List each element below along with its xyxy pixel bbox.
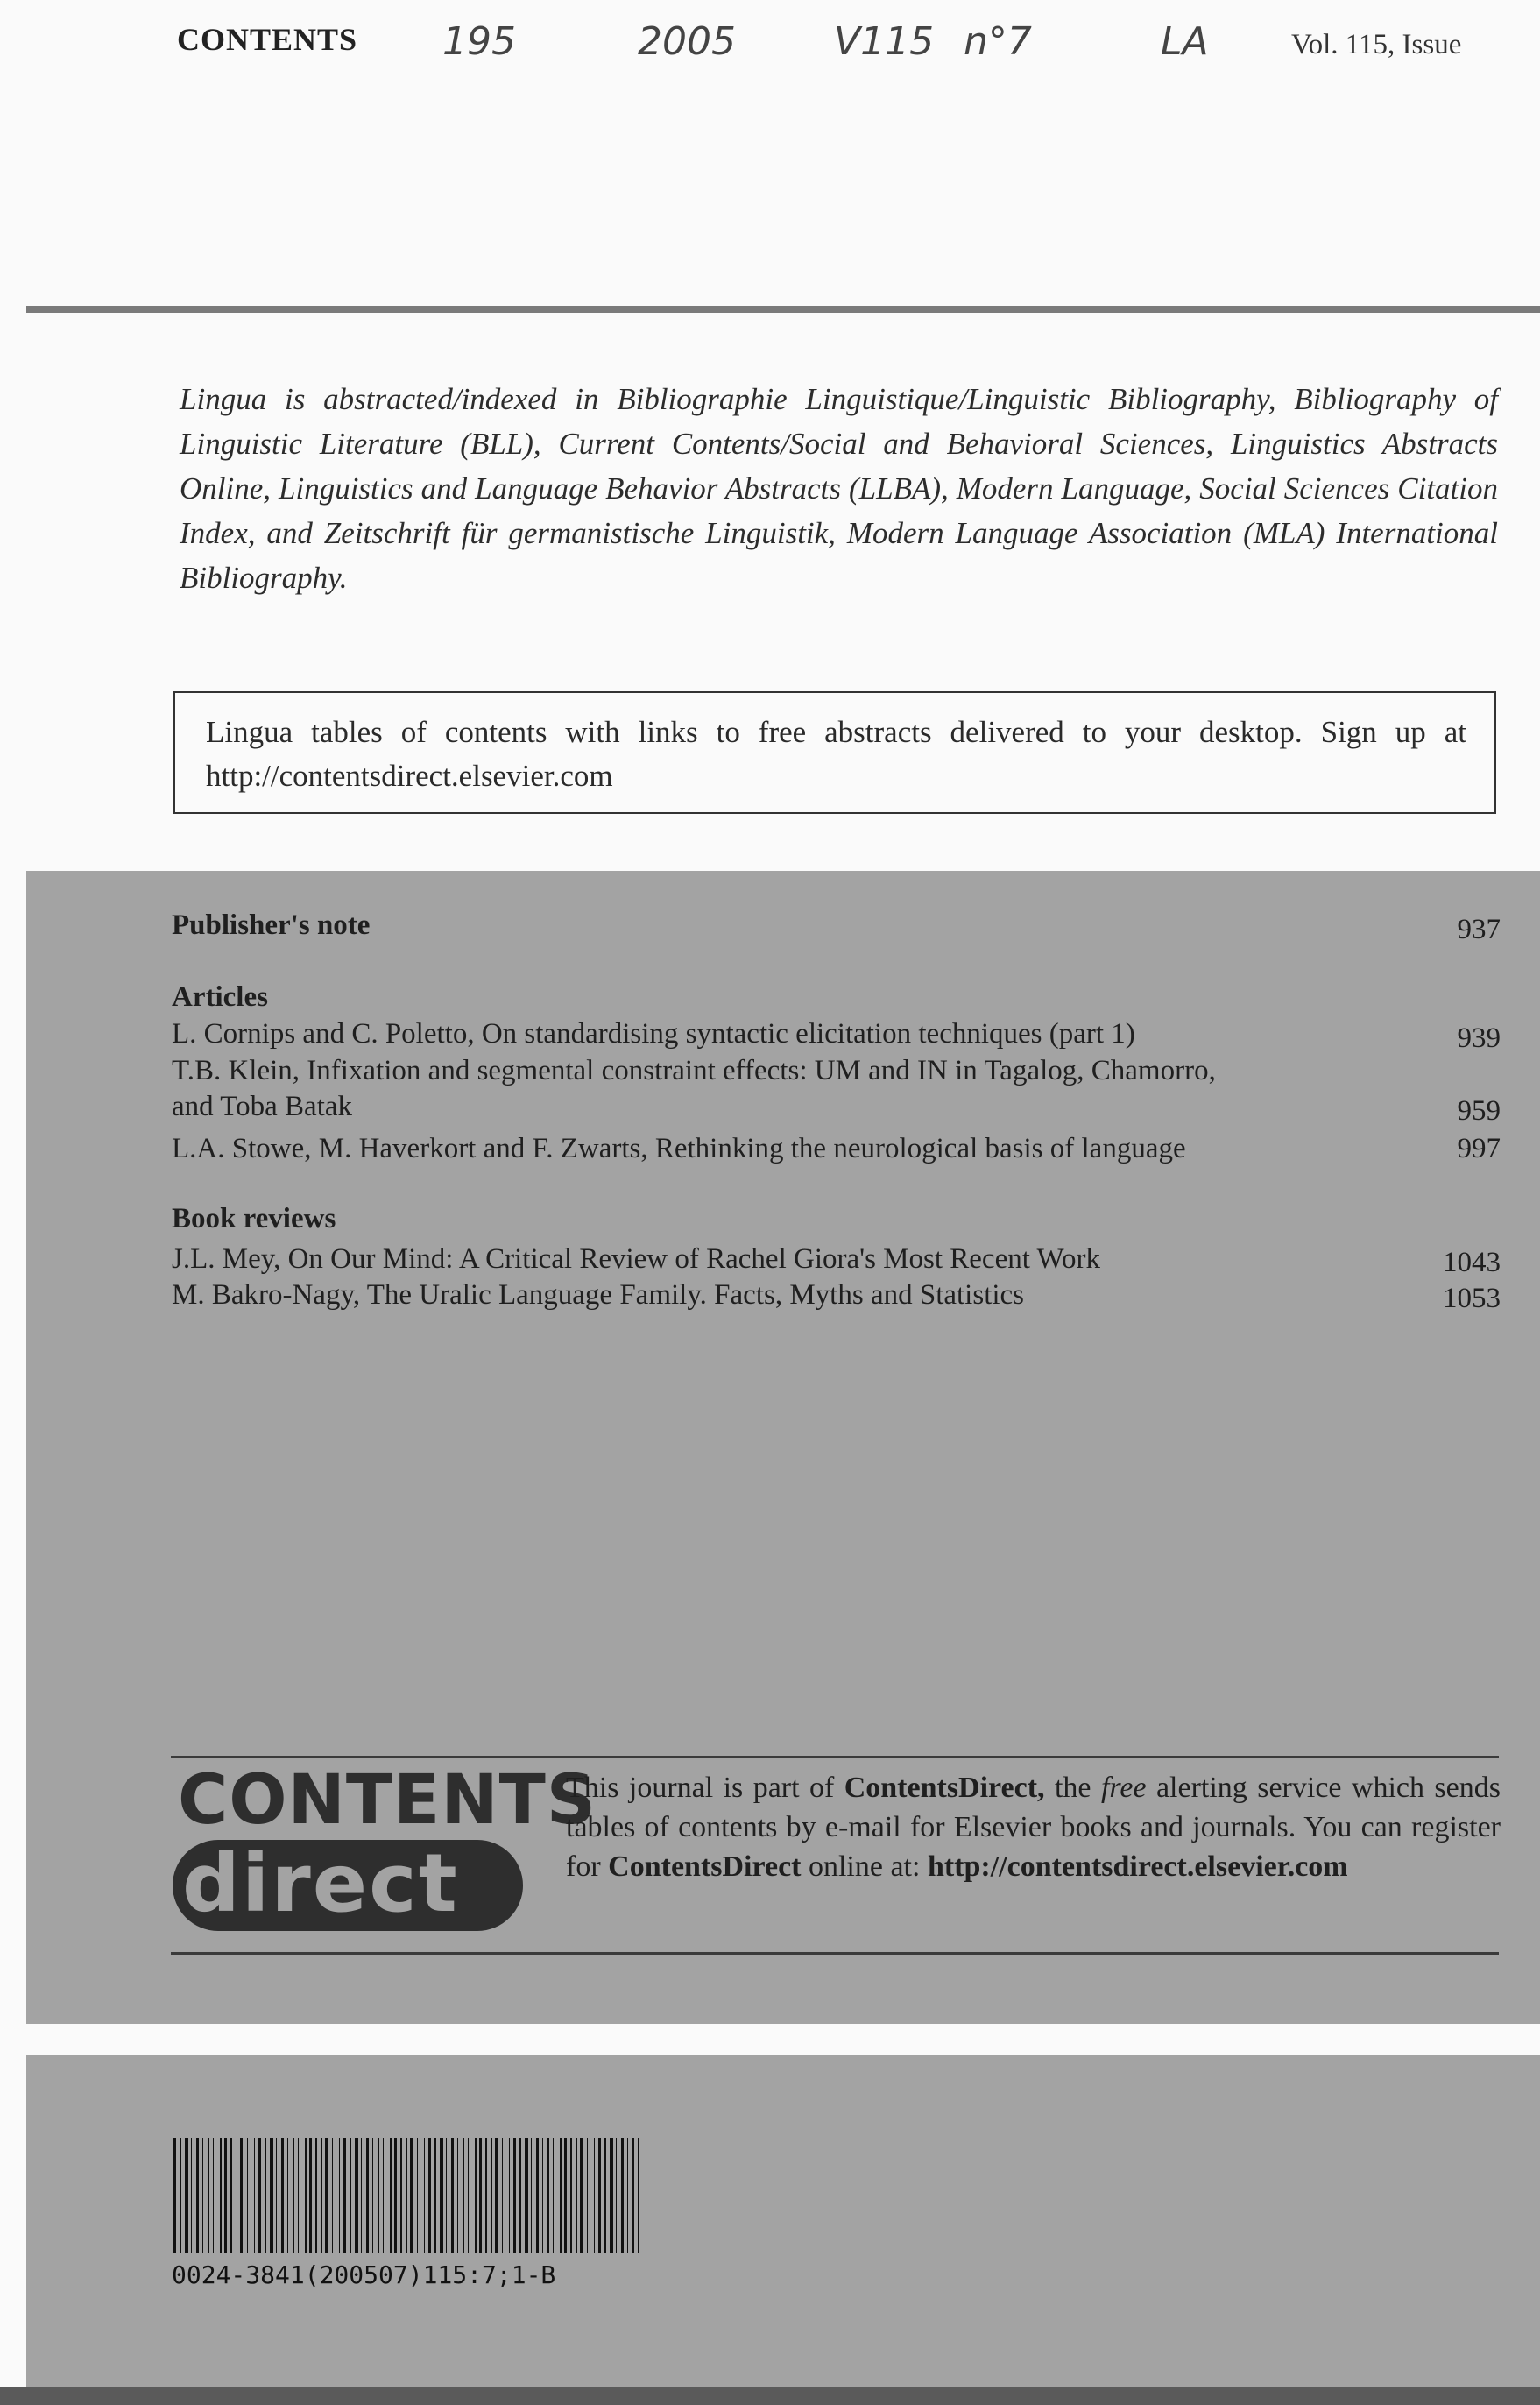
toc-entry-page: 959 xyxy=(1457,1095,1501,1127)
toc-entry-title: L.A. Stowe, M. Haverkort and F. Zwarts, Rethinking the neurological basis of language xyxy=(172,1133,1186,1164)
barcode-bar xyxy=(604,2138,606,2253)
cd-text-part: online at: xyxy=(801,1850,928,1883)
barcode-bar xyxy=(417,2138,418,2253)
barcode-bar xyxy=(621,2138,624,2253)
book-reviews-heading: Book reviews xyxy=(172,1203,336,1234)
barcode-bar xyxy=(564,2138,567,2253)
contentsdirect-rule-top xyxy=(171,1756,1499,1758)
handwritten-note: LA xyxy=(1161,19,1209,64)
barcode-bar xyxy=(383,2138,384,2253)
barcode-bar xyxy=(542,2138,543,2253)
barcode-bar xyxy=(180,2138,181,2253)
barcode-bar xyxy=(305,2138,307,2253)
barcode-bar xyxy=(463,2138,464,2253)
handwritten-note: n°7 xyxy=(964,19,1032,64)
barcode-bar xyxy=(587,2138,588,2253)
barcode-bar xyxy=(570,2138,572,2253)
barcode-bar xyxy=(451,2138,454,2253)
contentsdirect-rule-bottom xyxy=(171,1952,1499,1955)
barcode-bar xyxy=(616,2138,617,2253)
signup-notice-text: Lingua tables of contents with links to free abstracts delivered to your desktop. Sign up at http://contentsdirect.elsevier.com xyxy=(206,715,1466,793)
toc-entry-title: J.L. Mey, On Our Mind: A Critical Review of Rachel Giora's Most Recent Work xyxy=(172,1243,1101,1275)
barcode-bar xyxy=(627,2138,628,2253)
barcode-bar xyxy=(632,2138,634,2253)
barcode-bar xyxy=(424,2138,425,2253)
cd-brand: ContentsDirect xyxy=(608,1850,802,1883)
barcode-bar xyxy=(298,2138,299,2253)
toc-entry-page: 1043 xyxy=(1443,1247,1501,1278)
barcode-bar xyxy=(553,2138,554,2253)
signup-notice-box xyxy=(173,691,1496,814)
barcode-bar xyxy=(224,2138,227,2253)
toc-entry-page: 1053 xyxy=(1443,1283,1501,1314)
barcode-bar xyxy=(536,2138,539,2253)
barcode-bar xyxy=(276,2138,277,2253)
barcode-bar xyxy=(321,2138,322,2253)
cd-text-part: This journal is part of xyxy=(566,1772,844,1804)
cd-brand: ContentsDirect, xyxy=(844,1772,1045,1804)
barcode-bar xyxy=(525,2138,528,2253)
barcode-bar xyxy=(428,2138,431,2253)
barcode-bar xyxy=(325,2138,328,2253)
barcode-bar xyxy=(594,2138,595,2253)
contentsdirect-logo-wordmark: CONTENTS xyxy=(178,1761,597,1840)
barcode-bar xyxy=(281,2138,284,2253)
barcode-bar xyxy=(406,2138,407,2253)
barcode-bar xyxy=(230,2138,232,2253)
toc-entry-title: M. Bakro-Nagy, The Uralic Language Family. Facts, Myths and Statistics xyxy=(172,1279,1025,1311)
barcode-bar xyxy=(350,2138,351,2253)
cd-free-emphasis: free xyxy=(1100,1772,1147,1804)
barcode-bar xyxy=(270,2138,273,2253)
barcode-bar xyxy=(258,2138,261,2253)
contentsdirect-logo-direct: direct xyxy=(182,1836,459,1930)
barcode-bar xyxy=(315,2138,317,2253)
barcode-bar xyxy=(598,2138,601,2253)
barcode-bar xyxy=(332,2138,333,2253)
barcode-bar xyxy=(361,2138,362,2253)
barcode xyxy=(172,2138,643,2253)
bottom-edge xyxy=(0,2387,1540,2405)
barcode-bar xyxy=(502,2138,503,2253)
barcode-bar xyxy=(580,2138,583,2253)
handwritten-note: 2005 xyxy=(638,19,736,64)
cd-text-part: alerting service which sends tables of contents by e-mail for Elsevier books and journals. You can register for xyxy=(566,1772,1501,1883)
barcode-bar xyxy=(457,2138,458,2253)
barcode-bar xyxy=(468,2138,469,2253)
toc-entry-title: L. Cornips and C. Poletto, On standardising syntactic elicitation techniques (part 1) xyxy=(172,1018,1135,1050)
barcode-bar xyxy=(208,2138,209,2253)
barcode-bar xyxy=(390,2138,392,2253)
barcode-bar xyxy=(400,2138,402,2253)
barcode-bar xyxy=(519,2138,521,2253)
barcode-bar xyxy=(247,2138,248,2253)
toc-entry-page: 939 xyxy=(1457,1022,1501,1054)
handwritten-note: 195 xyxy=(442,19,516,64)
barcode-bar xyxy=(355,2138,358,2253)
barcode-bar xyxy=(191,2138,192,2253)
cd-text-part: the xyxy=(1044,1772,1101,1804)
toc-entry-title-cont: and Toba Batak xyxy=(172,1091,353,1122)
indexing-notice: Lingua is abstracted/indexed in Bibliographie Linguistique/Linguistic Bibliography, Bibliography of Linguistic Literature (BLL), Current Contents/Social and Behavioral Sciences, Linguistics Abstracts Online, Linguistics and Language Behavior Abstracts (LLBA), Modern Language, Social Sciences Citation Index, and Zeitschrift für germanistische Linguistik, Modern Language Association (MLA) International Bibliography. xyxy=(180,382,1498,595)
barcode-bar xyxy=(185,2138,188,2253)
barcode-bar xyxy=(434,2138,436,2253)
header-divider xyxy=(26,306,1540,313)
barcode-bar xyxy=(509,2138,510,2253)
barcode-bar xyxy=(513,2138,516,2253)
barcode-bar xyxy=(240,2138,243,2253)
barcode-bar xyxy=(485,2138,487,2253)
barcode-bar xyxy=(560,2138,562,2253)
barcode-bar xyxy=(495,2138,498,2253)
barcode-bar xyxy=(638,2138,639,2253)
barcode-bar xyxy=(372,2138,373,2253)
section-label: CONTENTS xyxy=(177,22,358,57)
barcode-bar xyxy=(287,2138,288,2253)
barcode-bar xyxy=(410,2138,413,2253)
barcode-bar xyxy=(610,2138,613,2253)
toc-entry-page: 997 xyxy=(1457,1133,1501,1164)
barcode-bar xyxy=(491,2138,492,2253)
barcode-bar xyxy=(378,2138,379,2253)
barcode-bar xyxy=(479,2138,482,2253)
barcode-bar xyxy=(446,2138,447,2253)
barcode-bar xyxy=(173,2138,176,2253)
barcode-bar xyxy=(339,2138,340,2253)
contentsdirect-description xyxy=(566,1768,1501,1886)
barcode-bar xyxy=(213,2138,214,2253)
publishers-note-heading: Publisher's note xyxy=(172,909,371,941)
barcode-bar xyxy=(440,2138,443,2253)
barcode-bar xyxy=(531,2138,532,2253)
barcode-bar xyxy=(254,2138,255,2253)
barcode-bar xyxy=(220,2138,222,2253)
barcode-bar xyxy=(343,2138,346,2253)
barcode-bar xyxy=(293,2138,294,2253)
barcode-bar xyxy=(265,2138,266,2253)
handwritten-note: V115 xyxy=(834,19,935,64)
publishers-note-page: 937 xyxy=(1457,914,1501,945)
articles-heading: Articles xyxy=(172,981,268,1013)
cd-url: http://contentsdirect.elsevier.com xyxy=(927,1850,1348,1883)
toc-entry-title: T.B. Klein, Infixation and segmental constraint effects: UM and IN in Tagalog, Chamorro, xyxy=(172,1055,1216,1086)
barcode-bar xyxy=(366,2138,369,2253)
barcode-bar xyxy=(475,2138,477,2253)
barcode-bar xyxy=(309,2138,312,2253)
volume-info: Vol. 115, Issue xyxy=(1291,29,1462,60)
barcode-bar xyxy=(394,2138,397,2253)
barcode-bar xyxy=(547,2138,549,2253)
barcode-bar xyxy=(196,2138,199,2253)
barcode-number: 0024-3841(200507)115:7;1-B xyxy=(172,2260,556,2289)
barcode-bar xyxy=(576,2138,577,2253)
barcode-bar xyxy=(202,2138,203,2253)
